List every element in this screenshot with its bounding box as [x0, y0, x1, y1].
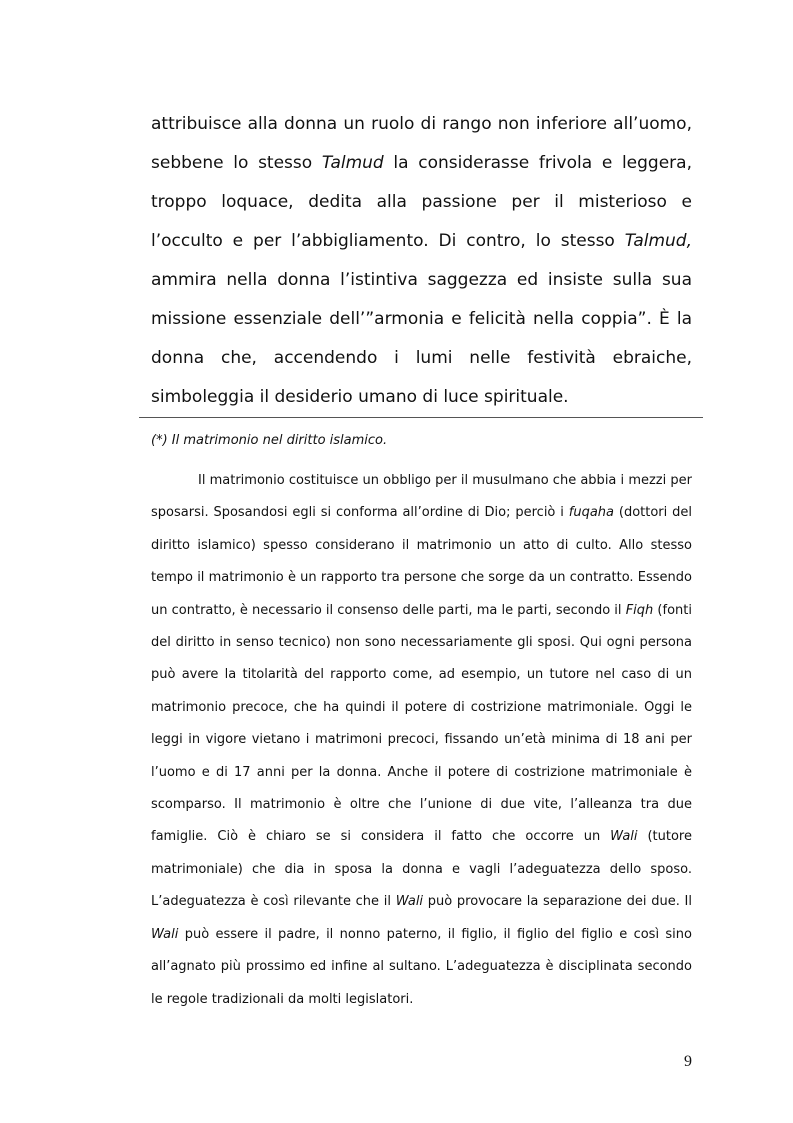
footnote-text-segment: (dottori del diritto islamico) spesso considerano il matrimonio un atto di culto. Allo stesso tempo il matrimonio è un rapporto tra persone che sorge da un contratto. Essendo un contratto, è necessario il consenso delle parti, ma le parti, secondo il	[151, 505, 692, 618]
footnote-text-segment: (tutore matrimoniale) che dia in sposa la donna e vagli l’adeguatezza dello sposo. L’adeguatezza è così rilevante che il	[151, 829, 692, 910]
main-text-segment-italic: Talmud	[321, 153, 384, 173]
footnote-text-segment-italic: Fiqh	[625, 602, 654, 618]
footnote-text-segment-italic: Wali	[610, 829, 638, 845]
footnote-text-segment-italic: Wali	[395, 894, 424, 910]
footnote-text-segment: Il matrimonio costituisce un obbligo per il musulmano che abbia i mezzi per sposarsi. Sposandosi egli si conforma all’ordine di Dio; perciò i	[151, 473, 692, 521]
footnote-text-segment: (fonti del diritto in senso tecnico) non sono necessariamente gli sposi. Qui ogni persona può avere la titolarità del rapporto come, ad esempio, un tutore nel caso di un matrimonio precoce, che ha quindi il potere di costrizione matrimoniale. Oggi le leggi in vigore vietano i matrimoni precoci, fissando un’età minima di 18 ani per l’uomo e di 17 anni per la donna. Anche il potere di costrizione matrimoniale è scomparso. Il matrimonio è oltre che l’unione di due vite, l’alleanza tra due famiglie. Ciò è chiaro se si considera il fatto che occorre un	[151, 602, 692, 845]
footnote-title: (*) Il matrimonio nel diritto islamico.	[151, 433, 388, 448]
footnote-separator	[139, 417, 703, 418]
main-paragraph	[151, 105, 692, 417]
main-text-segment: la considerasse frivola e leggera, troppo loquace, dedita alla passione per il misterioso e l’occulto e per l’abbigliamento. Di contro, lo stesso	[151, 153, 692, 251]
main-text-segment-italic: Talmud,	[624, 231, 692, 251]
footnote-text-segment: può provocare la separazione dei due. Il	[423, 894, 692, 910]
footnote-text-segment-italic: fuqaha	[568, 505, 614, 521]
page-number: 9	[684, 1053, 692, 1070]
footnote-body	[151, 465, 692, 1016]
main-text-segment: attribuisce alla donna un ruolo di rango non inferiore all’uomo, sebbene lo stesso	[151, 114, 692, 173]
footnote-text-segment-italic: Wali	[151, 926, 179, 942]
main-text-segment: ammira nella donna l’istintiva saggezza ed insiste sulla sua missione essenziale dell’”armonia e felicità nella coppia”. È la donna che, accendendo i lumi nelle festività ebraiche, simboleggia il desiderio umano di luce spirituale.	[151, 270, 692, 407]
footnote-text-segment: può essere il padre, il nonno paterno, il figlio, il figlio del figlio e così sino all’agnato più prossimo ed infine al sultano. L’adeguatezza è disciplinata secondo le regole tradizionali da molti legislatori.	[151, 926, 692, 1007]
